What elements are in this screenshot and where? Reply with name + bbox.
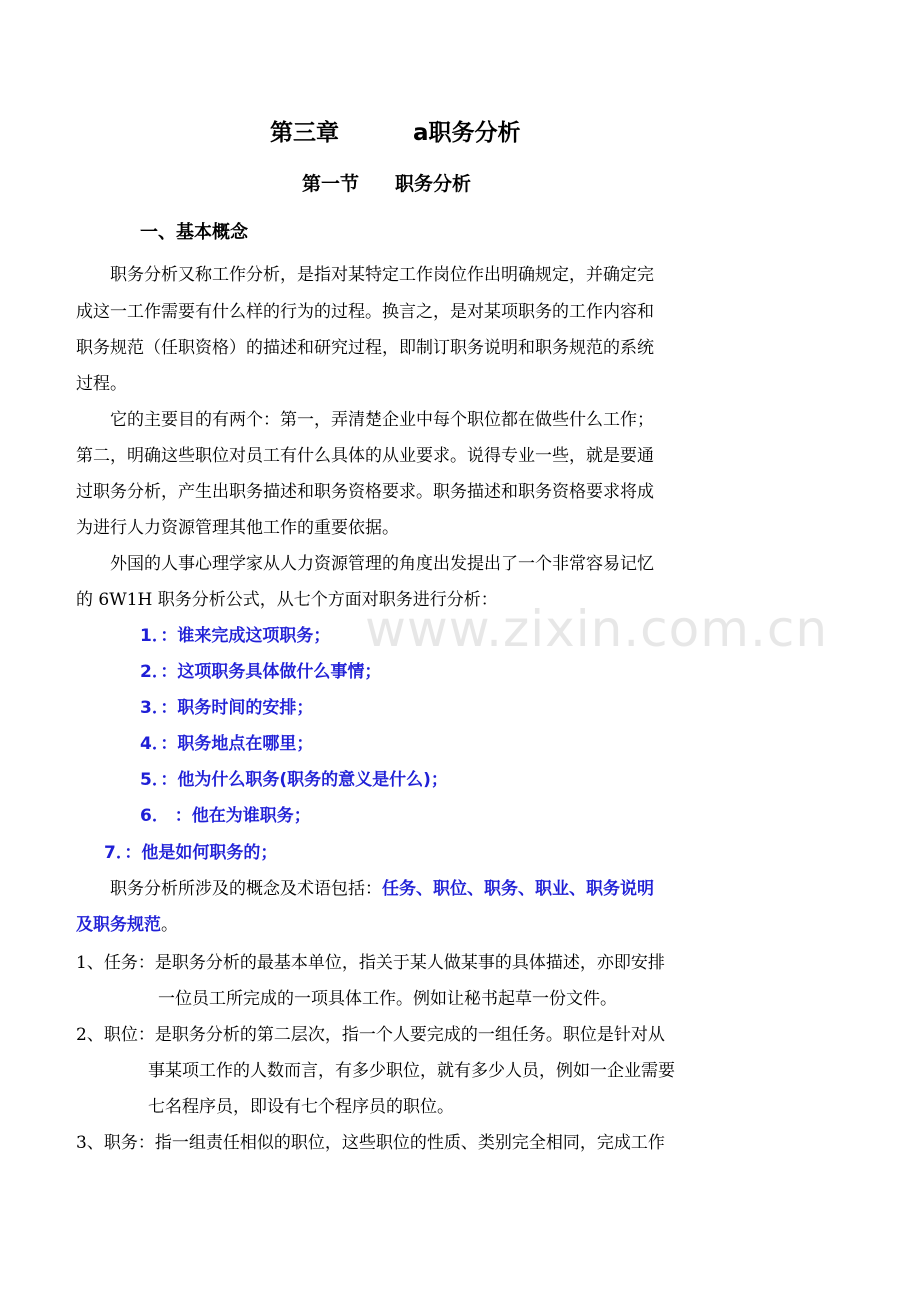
section-number: 第一节 — [302, 173, 360, 195]
chapter-title — [270, 122, 521, 144]
list-item: 4．：职务地点在哪里； — [140, 734, 314, 754]
para1-line4: 过程。 — [76, 374, 127, 394]
para2-line4: 为进行人力资源管理其他工作的重要依据。 — [76, 518, 399, 538]
para4-line2 — [76, 914, 178, 936]
def-task-line2: 一位员工所完成的一项具体工作。例如让秘书起草一份文件。 — [158, 989, 617, 1009]
section-name: 职务分析 — [395, 173, 472, 195]
para4-line1 — [110, 878, 654, 900]
para2-line3: 过职务分析，产生出职务描述和职务资格要求。职务描述和职务资格要求将成 — [76, 482, 654, 502]
para3-line2: 的 6W1H 职务分析公式，从七个方面对职务进行分析： — [76, 590, 498, 610]
list-item: 1．：谁来完成这项职务； — [140, 626, 331, 646]
para4-prefix: 职务分析所涉及的概念及术语包括： — [110, 879, 382, 899]
def-position-line2: 事某项工作的人数而言，有多少职位，就有多少人员，例如一企业需要 — [148, 1061, 675, 1081]
def-task-line1: 1、任务：是职务分析的最基本单位，指关于某人做某事的具体描述，亦即安排 — [76, 953, 665, 973]
def-position-line3: 七名程序员，即设有七个程序员的职位。 — [148, 1097, 454, 1117]
heading-basic-concepts: 一、基本概念 — [140, 222, 248, 243]
para3-line1: 外国的人事心理学家从人力资源管理的角度出发提出了一个非常容易记忆 — [110, 554, 654, 574]
list-item: 3．：职务时间的安排； — [140, 698, 314, 718]
def-position-line1: 2、职位：是职务分析的第二层次，指一个人要完成的一组任务。职位是针对从 — [76, 1025, 665, 1045]
para4-terms-cont: 及职务规范 — [76, 915, 161, 935]
para2-line2: 第二，明确这些职位对员工有什么具体的从业要求。说得专业一些，就是要通 — [76, 446, 654, 466]
para4-suffix: 。 — [161, 915, 178, 935]
list-item: 5．：他为什么职务(职务的意义是什么)； — [140, 770, 448, 790]
list-item: 7．：他是如何职务的； — [104, 843, 278, 863]
list-item: 6． ：他在为谁职务； — [140, 806, 311, 826]
para1-line1: 职务分析又称工作分析，是指对某特定工作岗位作出明确规定，并确定完 — [110, 265, 654, 285]
section-title — [302, 173, 471, 195]
chapter-number: 第三章 — [270, 120, 339, 146]
list-item: 2．：这项职务具体做什么事情； — [140, 662, 382, 682]
def-job-line1: 3、职务：指一组责任相似的职位，这些职位的性质、类别完全相同，完成工作 — [76, 1133, 665, 1153]
para1-line3: 职务规范（任职资格）的描述和研究过程，即制订职务说明和职务规范的系统 — [76, 338, 654, 358]
para4-terms: 任务、职位、职务、职业、职务说明 — [382, 879, 654, 899]
para1-line2: 成这一工作需要有什么样的行为的过程。换言之，是对某项职务的工作内容和 — [76, 302, 654, 322]
chapter-name: a职务分析 — [413, 120, 521, 146]
watermark: www.zixin.com.cn — [365, 600, 829, 658]
para2-line1: 它的主要目的有两个：第一，弄清楚企业中每个职位都在做些什么工作； — [110, 410, 654, 430]
